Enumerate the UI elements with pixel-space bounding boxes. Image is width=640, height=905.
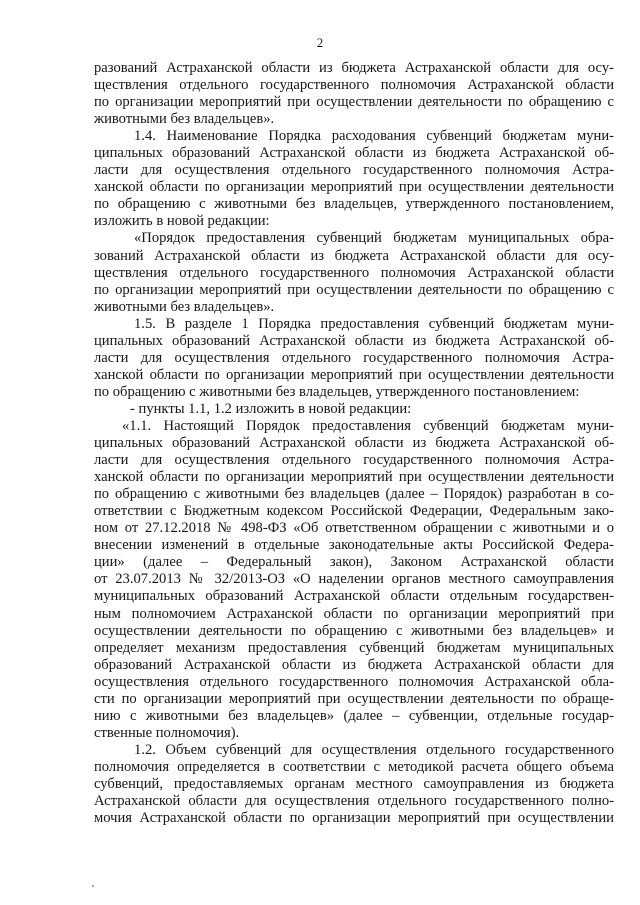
paragraph-clause-1-4 bbox=[94, 128, 614, 230]
text-line: «1.1. Настоящий Порядок предоставления субвенций бюджетам муни- bbox=[122, 417, 614, 434]
text-line: «Порядок предоставления субвенций бюджетам муниципальных обра- bbox=[134, 230, 614, 247]
paragraph-item-1-2 bbox=[94, 742, 614, 827]
text-line: животными без владельцев». bbox=[94, 111, 275, 128]
text-line: по обращению с животными без владельцев, утвержденного постановлением: bbox=[94, 383, 580, 400]
text-line: ном от 27.12.2018 № 498-ФЗ «Об ответственном обращении с животными и о bbox=[94, 520, 614, 537]
text-line: 1.5. В разделе 1 Порядка предоставления субвенций бюджетам муни- bbox=[134, 315, 614, 332]
text-line: субвенций, предоставляемых органам местного самоуправления из бюджета bbox=[94, 775, 614, 792]
text-line: ципальных образований Астраханской области из бюджета Астраханской об- bbox=[94, 435, 614, 452]
text-line: осуществлении деятельности по обращению с животными без владельцев» и bbox=[94, 622, 614, 639]
text-line: ласти для осуществления отдельного государственного полномочия Астра- bbox=[94, 349, 614, 366]
text-line: ласти для осуществления отдельного государственного полномочия Астра- bbox=[94, 452, 614, 469]
text-line: по организации мероприятий при осуществлении деятельности по обращению с bbox=[94, 94, 614, 111]
text-line: муниципальных образований Астраханской области отдельным государствен- bbox=[94, 588, 614, 605]
text-line: ханской области по организации мероприятий при осуществлении деятельности bbox=[94, 179, 614, 196]
text-line: по организации мероприятий при осуществлении деятельности по обращению с bbox=[94, 281, 614, 298]
text-line: определяет механизм предоставления субвенций бюджетам муниципальных bbox=[94, 639, 614, 656]
text-line: нию с животными без владельцев» (далее – субвенции, отдельные государ- bbox=[94, 707, 614, 724]
text-line: мочия Астраханской области по организации мероприятий при осуществлении bbox=[94, 810, 614, 827]
text-line: полномочия определяется в соответствии с методикой расчета общего объема bbox=[94, 758, 614, 775]
text-line: осуществления отдельного государственного полномочия Астраханской обла- bbox=[94, 673, 614, 690]
text-line: ханской области по организации мероприятий при осуществлении деятельности bbox=[94, 469, 614, 486]
text-line: зований Астраханской области из бюджета Астраханской области для осу- bbox=[94, 247, 614, 264]
text-line: ции» (далее – Федеральный закон), Законом Астраханской области bbox=[94, 554, 614, 571]
text-line: внесении изменений в отдельные законодательные акты Российской Федера- bbox=[94, 537, 614, 554]
text-line: ципальных образований Астраханской области из бюджета Астраханской об- bbox=[94, 332, 614, 349]
text-line: сти по организации мероприятий при осуществлении деятельности по обраще- bbox=[94, 690, 614, 707]
paragraph-clause-1-5 bbox=[94, 316, 614, 401]
text-line: Астраханской области для осуществления отдельного государственного полно- bbox=[94, 793, 614, 810]
text-line: ществления отдельного государственного полномочия Астраханской области bbox=[94, 264, 614, 281]
paragraph-new-order-title bbox=[94, 230, 614, 315]
text-line: образований Астраханской области из бюджета Астраханской области для bbox=[94, 656, 614, 673]
text-line: по обращению с животными без владельцев, утвержденного постановлением, bbox=[94, 196, 614, 213]
text-line: ществления отдельного государственного полномочия Астраханской области bbox=[94, 77, 614, 94]
text-line: животными без владельцев». bbox=[94, 298, 275, 315]
paragraph-item-1-1 bbox=[94, 418, 614, 742]
text-line: разований Астраханской области из бюджета Астраханской области для осу- bbox=[94, 60, 614, 76]
paragraph-clause-1-3-continuation bbox=[94, 60, 614, 128]
text-line: ципальных образований Астраханской области из бюджета Астраханской об- bbox=[94, 145, 614, 162]
text-line: ным полномочием Астраханской области по организации мероприятий при bbox=[94, 605, 614, 622]
paragraph-items-instruction bbox=[94, 401, 614, 418]
text-line: изложить в новой редакции: bbox=[94, 213, 270, 230]
text-line: ответствии с Бюджетным кодексом Российской Федерации, Федеральным зако- bbox=[94, 503, 614, 520]
document-body bbox=[94, 60, 614, 827]
text-line: ласти для осуществления отдельного государственного полномочия Астра- bbox=[94, 162, 614, 179]
text-line: по обращению с животными без владельцев (далее – Порядок) разработан в со- bbox=[94, 486, 614, 503]
text-line: от 23.07.2013 № 32/2013-ОЗ «О наделении органов местного самоуправления bbox=[94, 571, 614, 588]
scan-speck bbox=[92, 885, 94, 887]
text-line: ханской области по организации мероприятий при осуществлении деятельности bbox=[94, 366, 614, 383]
text-line: ственные полномочия). bbox=[94, 724, 240, 741]
text-line: 1.4. Наименование Порядка расходования субвенций бюджетам муни- bbox=[134, 128, 614, 145]
text-line: 1.2. Объем субвенций для осуществления отдельного государственного bbox=[134, 741, 614, 758]
page-number: 2 bbox=[316, 35, 324, 50]
text-line: - пункты 1.1, 1.2 изложить в новой редакции: bbox=[130, 400, 412, 417]
